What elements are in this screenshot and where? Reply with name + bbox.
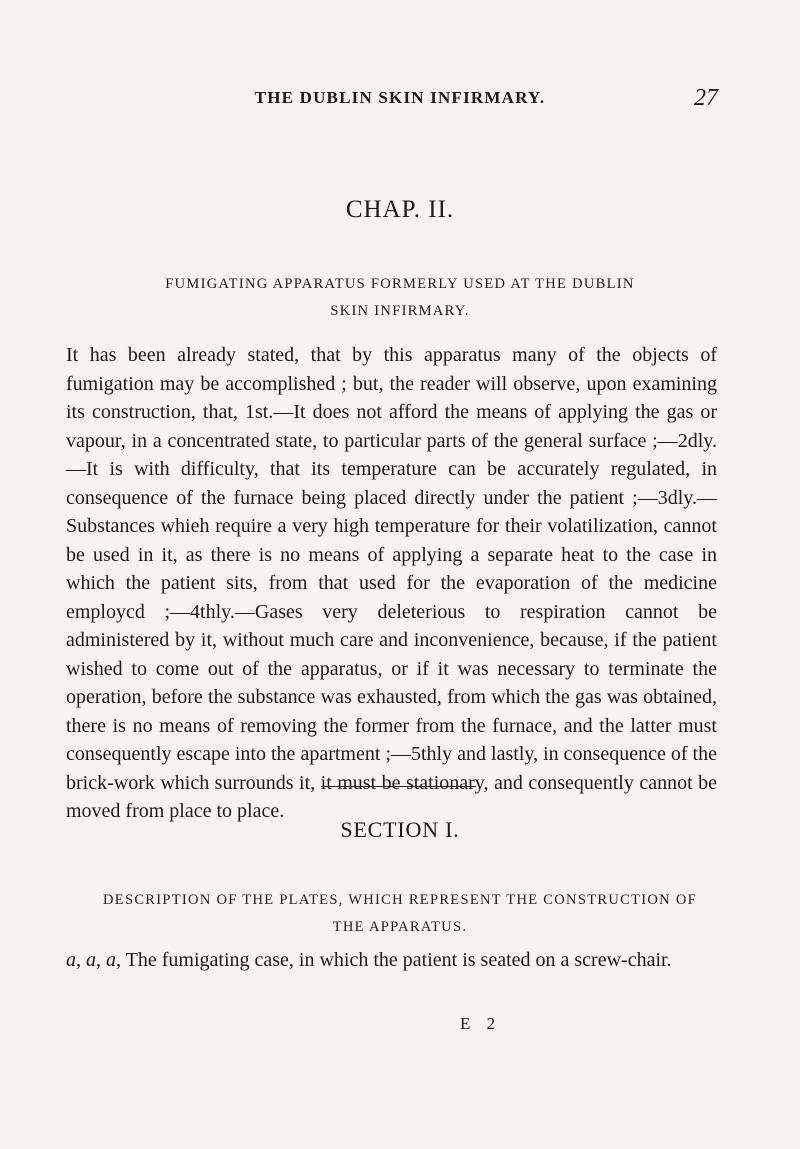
section-subtitle: DESCRIPTION OF THE PLATES, WHICH REPRESENT THE CONSTRUCTION OF THE APPARATUS. [103,892,697,935]
chapter-subtitle: FUMIGATING APPARATUS FORMERLY USED AT THE DUBLIN SKIN INFIRMARY. [165,276,635,319]
page-number: 27 [694,85,718,111]
chapter-paragraph: It has been already stated, that by this apparatus many of the objects of fumigation may be accomplished ; but, the reader will observe, upon examining its construction, that, 1st.—It does not afford the means of applying the gas or vapour, in a concentrated state, to particular parts of the general surface ;—2dly.—It is with difficulty, that its temperature can be accurately regulated, in consequence of the furnace being placed directly under the patient ;—3dly.—Substances whieh require a very high temperature for their volatilization, cannot be used in it, as there is no means of applying a separate heat to the case in which the patient sits, from that used for the evaporation of the medicine employcd ;—4thly.—Gases very deleterious to respiration cannot be administered by it, without much care and inconvenience, because, if the patient wished to come out of the apparatus, or if it was necessary to terminate the operation, before the substance was exhausted, from which the gas was obtained, there is no means of removing the former from the furnace, and the latter must consequently escape into the apartment ;—5thly and lastly, in consequence of the brick-work which surrounds it, it must be stationary, and consequently cannot be moved from place to place. [66,344,717,822]
signature-mark: E 2 [460,1014,502,1033]
entry-letters: a, a, a, [66,949,121,971]
running-title: THE DUBLIN SKIN INFIRMARY. [254,88,546,107]
chapter-body [66,341,717,826]
section-title: SECTION I. [340,817,460,842]
plate-entry [66,946,717,975]
section-divider [321,786,476,787]
page-header [0,85,800,118]
chapter-title: CHAP. II. [345,196,455,223]
entry-text: The fumigating case, in which the patient is seated on a screw-chair. [121,949,672,971]
